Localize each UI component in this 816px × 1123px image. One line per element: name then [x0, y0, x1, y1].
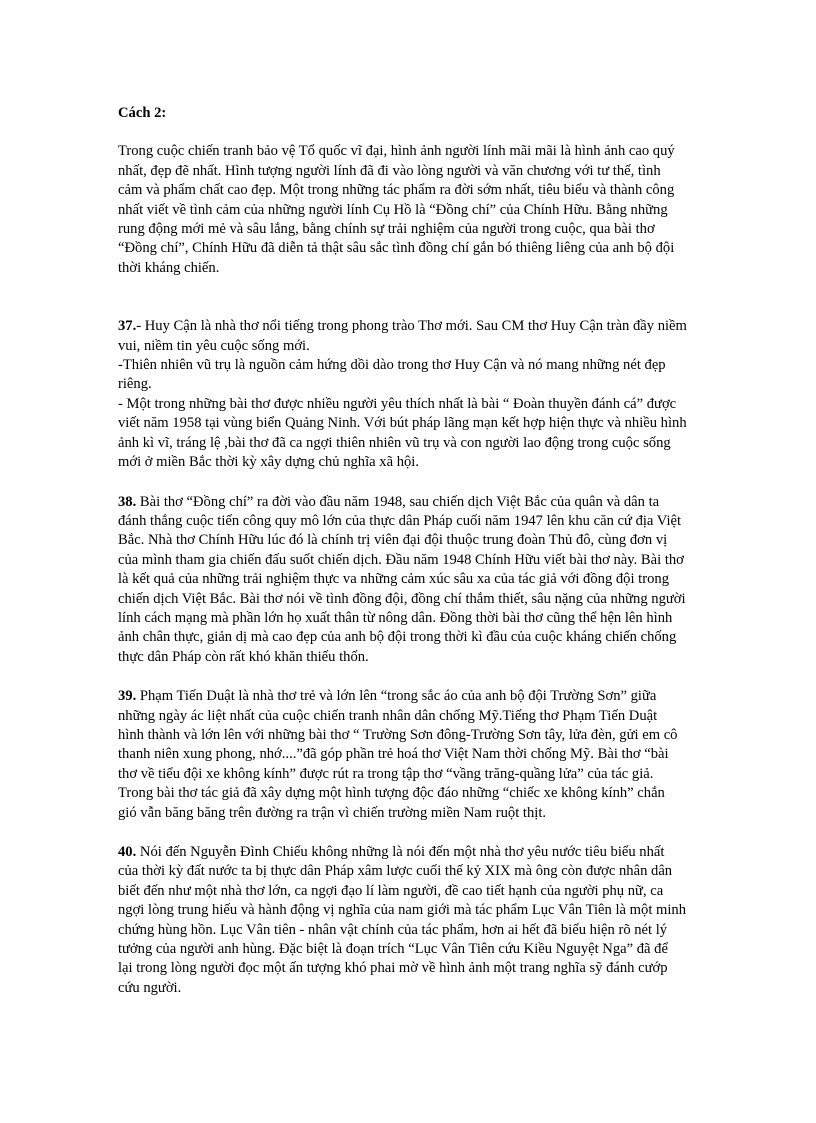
line-text: lính cách mạng mà phần lớn họ xuất thân từ nông dân. Đồng thời bài thơ cũng thể hện lên hình — [118, 609, 673, 626]
line-text: thời kháng chiến. — [118, 259, 220, 276]
line-text: viết năm 1958 tại vùng biển Quảng Ninh. Với bút pháp lãng mạn kết hợp hiện thực và nhiều hình — [118, 415, 687, 432]
line-text: Bắc. Nhà thơ Chính Hữu lúc đó là chính trị viên đại đội thuộc trung đoàn Thủ đô, cùng đơn vị — [118, 532, 668, 549]
line-text: “Đồng chí”, Chính Hữu đã diễn tả thật sâu sắc tình đồng chí gắn bó thiêng liêng của anh bộ đội — [118, 240, 675, 257]
text-line — [118, 804, 742, 823]
text-line — [118, 979, 742, 998]
text-line — [118, 142, 742, 161]
line-text: Nói đến Nguyễn Đình Chiểu không những là nói đến một nhà thơ yêu nước tiêu biểu nhất — [136, 844, 665, 860]
line-text: nhất, đẹp đẽ nhất. Hình tượng người lính đã đi vào lòng người và văn chương với tư thế, tình — [118, 162, 661, 179]
line-text: là kết quả của những trải nghiệm thực va những cảm xúc sâu xa của tác giả với đồng đội trong — [118, 571, 669, 588]
text-line — [118, 493, 742, 512]
line-text: tưởng của người anh hùng. Đặc biệt là đoạn trích “Lục Vân Tiên cứu Kiều Nguyệt Nga” đã để — [118, 941, 668, 958]
line-text: Phạm Tiến Duật là nhà thơ trẻ và lớn lên “trong sắc áo của anh bộ đội Trường Sơn” giữa — [136, 688, 657, 705]
line-text: riêng. — [118, 376, 152, 393]
numbered-paragraph — [118, 843, 742, 998]
text-line — [118, 609, 742, 628]
text-line — [118, 862, 742, 881]
section-heading: Cách 2: — [118, 105, 167, 121]
paragraph-list — [118, 142, 742, 998]
text-line — [118, 259, 742, 278]
line-text: đánh thắng cuộc tiến công quy mô lớn của thực dân Pháp cuối năm 1947 lên khu căn cứ địa Việt — [118, 512, 682, 529]
line-text: biết đến như một nhà thơ lớn, ca ngợi đạo lí làm người, đề cao tiết hạnh của người phụ nữ, ca — [118, 882, 664, 899]
text-line — [118, 901, 742, 920]
text-line — [118, 395, 742, 414]
line-text: hình thành và lớn lên với những bài thơ “ Trường Sơn đông-Trường Sơn tây, lửa đèn, gửi em cô — [118, 726, 678, 743]
text-line — [118, 220, 742, 239]
line-text: ngợi lòng trung hiếu và hành động vị nghĩa của nam giới mà tác phẩm Lục Vân Tiên là một minh — [118, 902, 687, 919]
text-line — [118, 707, 742, 726]
line-text: chứng hùng hồn. Lục Vân tiên - nhân vật chính của tác phẩm, hơn ai hết đã biểu hiện rõ nét lý — [118, 921, 668, 938]
document-body — [118, 104, 742, 1018]
text-line — [118, 434, 742, 453]
text-line — [118, 181, 742, 200]
text-line — [118, 570, 742, 589]
line-text: cứu người. — [118, 979, 182, 996]
line-text: Trong bài thơ tác giả đã xây dựng một hình tượng độc đáo những “chiếc xe không kính” chắn — [118, 785, 665, 802]
text-line — [118, 375, 742, 394]
line-text: Bài thơ “Đồng chí” ra đời vào đầu năm 1948, sau chiến dịch Việt Bắc của quân và dân ta — [136, 493, 660, 510]
text-line — [118, 590, 742, 609]
paragraph-number: 39. — [118, 688, 137, 705]
line-text: Trong cuộc chiến tranh bảo vệ Tổ quốc vĩ đại, hình ảnh người lính mãi mãi là hình ảnh cao quý — [118, 143, 675, 160]
line-text: thực dân Pháp còn rất khó khăn thiếu thốn. — [118, 648, 369, 665]
line-text: ảnh kì vĩ, tráng lệ ,bài thơ đã ca ngợi thiên nhiên vũ trụ và con người lao động trong cuộc sống — [118, 434, 671, 451]
line-text: - Một trong những bài thơ được nhiều người yêu thích nhất là bài “ Đoàn thuyền đánh cá” được — [118, 395, 677, 412]
text-line — [118, 201, 742, 220]
text-line — [118, 726, 742, 745]
line-text: của thời kỳ đất nước ta bị thực dân Pháp xâm lược cuối thế kỷ XIX mà ông còn được nhân dân — [118, 863, 673, 880]
line-text: lại trong lòng người đọc một ấn tượng khó phai mờ về hình ảnh một trang nghĩa sỹ đánh cướp — [118, 960, 668, 977]
numbered-paragraph — [118, 317, 742, 472]
text-line — [118, 551, 742, 570]
text-line — [118, 414, 742, 433]
text-line — [118, 453, 742, 472]
line-text: nhất viết về tình cảm của những người lính Cụ Hồ là “Đồng chí” của Chính Hữu. Bằng những — [118, 201, 668, 218]
text-line — [118, 239, 742, 258]
text-line — [118, 317, 742, 336]
numbered-paragraph — [118, 687, 742, 823]
text-line — [118, 784, 742, 803]
text-line — [118, 687, 742, 706]
line-text: - Huy Cận là nhà thơ nổi tiếng trong phong trào Thơ mới. Sau CM thơ Huy Cận tràn đầy niềm — [136, 318, 687, 335]
text-line — [118, 648, 742, 667]
text-line — [118, 765, 742, 784]
paragraph-number: 38. — [118, 493, 137, 510]
line-text: thơ về tiểu đội xe không kính” được rút ra trong tập thơ “vầng trăng-quầng lửa” của tác giả. — [118, 765, 654, 782]
text-line — [118, 531, 742, 550]
text-line — [118, 512, 742, 531]
text-line — [118, 843, 742, 862]
text-line — [118, 162, 742, 181]
line-text: cảm và phẩm chất cao đẹp. Một trong những tác phẩm ra đời sớm nhất, tiêu biểu và thành công — [118, 182, 675, 199]
text-line — [118, 628, 742, 647]
line-text: những ngày ác liệt nhất của cuộc chiến tranh nhân dân chống Mỹ.Tiếng thơ Phạm Tiến Duật — [118, 707, 658, 724]
numbered-paragraph — [118, 493, 742, 668]
text-line — [118, 745, 742, 764]
line-text: thanh niên xung phong, nhớ....”đã góp phần trẻ hoá thơ Việt Nam thời chống Mỹ. Bài thơ “bài — [118, 746, 669, 763]
intro-paragraph — [118, 142, 742, 278]
text-line — [118, 921, 742, 940]
paragraph-number: 40. — [118, 844, 137, 860]
text-line — [118, 337, 742, 356]
line-text: của mình tham gia chiến đấu suốt chiến dịch. Đầu năm 1948 Chính Hữu viết bài thơ này. Bài thơ — [118, 551, 684, 568]
paragraph-number: 37. — [118, 318, 137, 335]
line-text: gió vẫn băng băng trên đường ra trận vì chiến trường miền Nam ruột thịt. — [118, 804, 547, 821]
line-text: rung động mới mẻ và sâu lắng, bằng chính sự trải nghiệm của người trong cuộc, qua bài thơ — [118, 221, 655, 238]
line-text: -Thiên nhiên vũ trụ là nguồn cảm hứng dồi dào trong thơ Huy Cận và nó mang những nét đẹp — [118, 357, 666, 374]
line-text: chiến dịch Việt Bắc. Bài thơ nói về tình đồng đội, đồng chí thắm thiết, sâu nặng của những người — [118, 590, 686, 607]
text-line — [118, 940, 742, 959]
text-line — [118, 959, 742, 978]
line-text: mới ở miền Bắc thời kỳ xây dựng chủ nghĩa xã hội. — [118, 454, 419, 471]
text-line — [118, 356, 742, 375]
text-line — [118, 882, 742, 901]
line-text: vui, niềm tin yêu cuộc sống mới. — [118, 337, 310, 354]
line-text: ảnh chân thực, giản dị mà cao đẹp của anh bộ đội trong thời kì đầu của cuộc kháng chiến chống — [118, 629, 677, 646]
